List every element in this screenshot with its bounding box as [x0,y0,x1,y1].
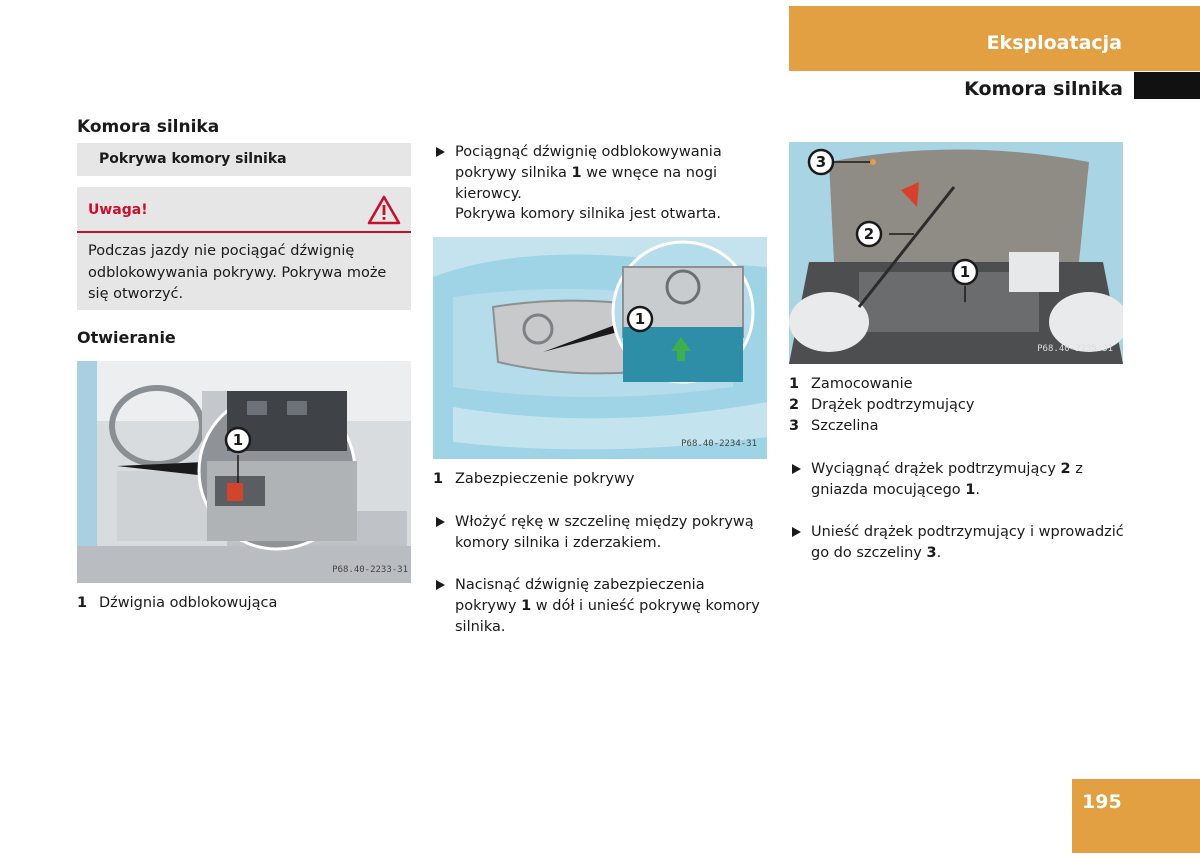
section-title: Eksploatacja [986,31,1122,54]
warning-label: Uwaga! [88,202,148,218]
step-text: . [936,545,942,561]
callout-1 [953,260,977,284]
result-text: Pokrywa komory silnika jest otwarta. [455,206,721,222]
legend-item-1 [789,374,1123,395]
legend-text: Zamocowanie [811,376,913,392]
step-text: Włożyć rękę w szczelinę między pokrywą komory silnika i zderzakiem. [455,514,754,551]
opening-title: Otwieranie [77,328,176,347]
photo-engine-bay-prop-rod [789,142,1123,364]
ref-number: 1 [965,482,976,498]
subsection-box: Pokrywa komory silnika [77,143,411,176]
callout-1 [226,428,250,452]
warning-header [77,187,411,233]
callout-1-label: 1 [232,431,244,449]
callout-1-label: 1 [634,310,646,328]
caption-number: 1 [77,595,88,611]
heading-marker-bar [1134,72,1200,99]
caption-text: Dźwignia odblokowująca [99,595,278,611]
step-text: Unieść drążek podtrzymujący i wprowadzić go do szczeliny [811,524,1124,561]
bullet-arrow-icon [436,517,445,527]
section-tab [789,6,1200,71]
photo-code: P68.40-2233-31 [332,565,408,575]
legend-number: 2 [789,397,800,413]
bullet-arrow-icon [792,464,801,474]
caption-1 [433,469,767,490]
step-text: Pociągnąć dźwignię odblokowywania pokrywy silnika [455,144,722,181]
step-text: z gniazda mocującego [811,461,1083,498]
page-heading: Komora silnika [964,78,1123,100]
step-text: w dół i unieść pokrywę komory silnika. [455,598,760,635]
legend-item-2 [789,395,1123,416]
ref-number: 2 [1060,461,1071,477]
photo-hood-safety-catch [433,237,767,459]
callout-1 [628,307,652,331]
page-number: 195 [1072,779,1200,853]
callout-2 [857,222,881,246]
section-title-komora: Komora silnika [77,117,220,137]
photo-code: P68.40-2234-31 [681,439,757,449]
callout-3-label: 3 [815,153,827,171]
legend-item-3 [789,416,1123,437]
step-insert-rod [789,522,1129,564]
step-remove-rod [789,459,1129,501]
ref-number: 1 [521,598,532,614]
step-insert-hand [433,512,767,554]
step-pull-lever [433,142,767,205]
warning-triangle-icon [367,195,401,225]
step-text: . [975,482,980,498]
callout-1-label: 1 [959,263,971,281]
ref-number: 1 [571,165,582,181]
step-text: Nacisnąć dźwignię zabezpieczenia pokrywy [455,577,705,614]
step-text: Wyciągnąć drążek podtrzymujący [811,461,1061,477]
bullet-arrow-icon [436,580,445,590]
bullet-arrow-icon [436,147,445,157]
legend-text: Szczelina [811,418,879,434]
photo-code: P68.40-2235-31 [1037,344,1113,354]
callout-3 [809,150,833,174]
caption-1 [77,593,411,614]
step-press-catch [433,575,767,638]
bullet-arrow-icon [792,527,801,537]
warning-text: Podczas jazdy nie pociągać dźwignię odblokowywania pokrywy. Pokrywa może się otworzyć. [77,233,411,310]
callout-2-label: 2 [863,225,875,243]
step-text: we wnęce na nogi kierowcy. [455,165,718,202]
caption-text: Zabezpieczenie pokrywy [455,471,635,487]
ref-number: 3 [926,545,937,561]
legend-text: Drążek podtrzymujący [811,397,975,413]
legend-number: 3 [789,418,800,434]
caption-number: 1 [433,471,444,487]
photo-interior-release-lever [77,361,411,583]
legend-number: 1 [789,376,800,392]
